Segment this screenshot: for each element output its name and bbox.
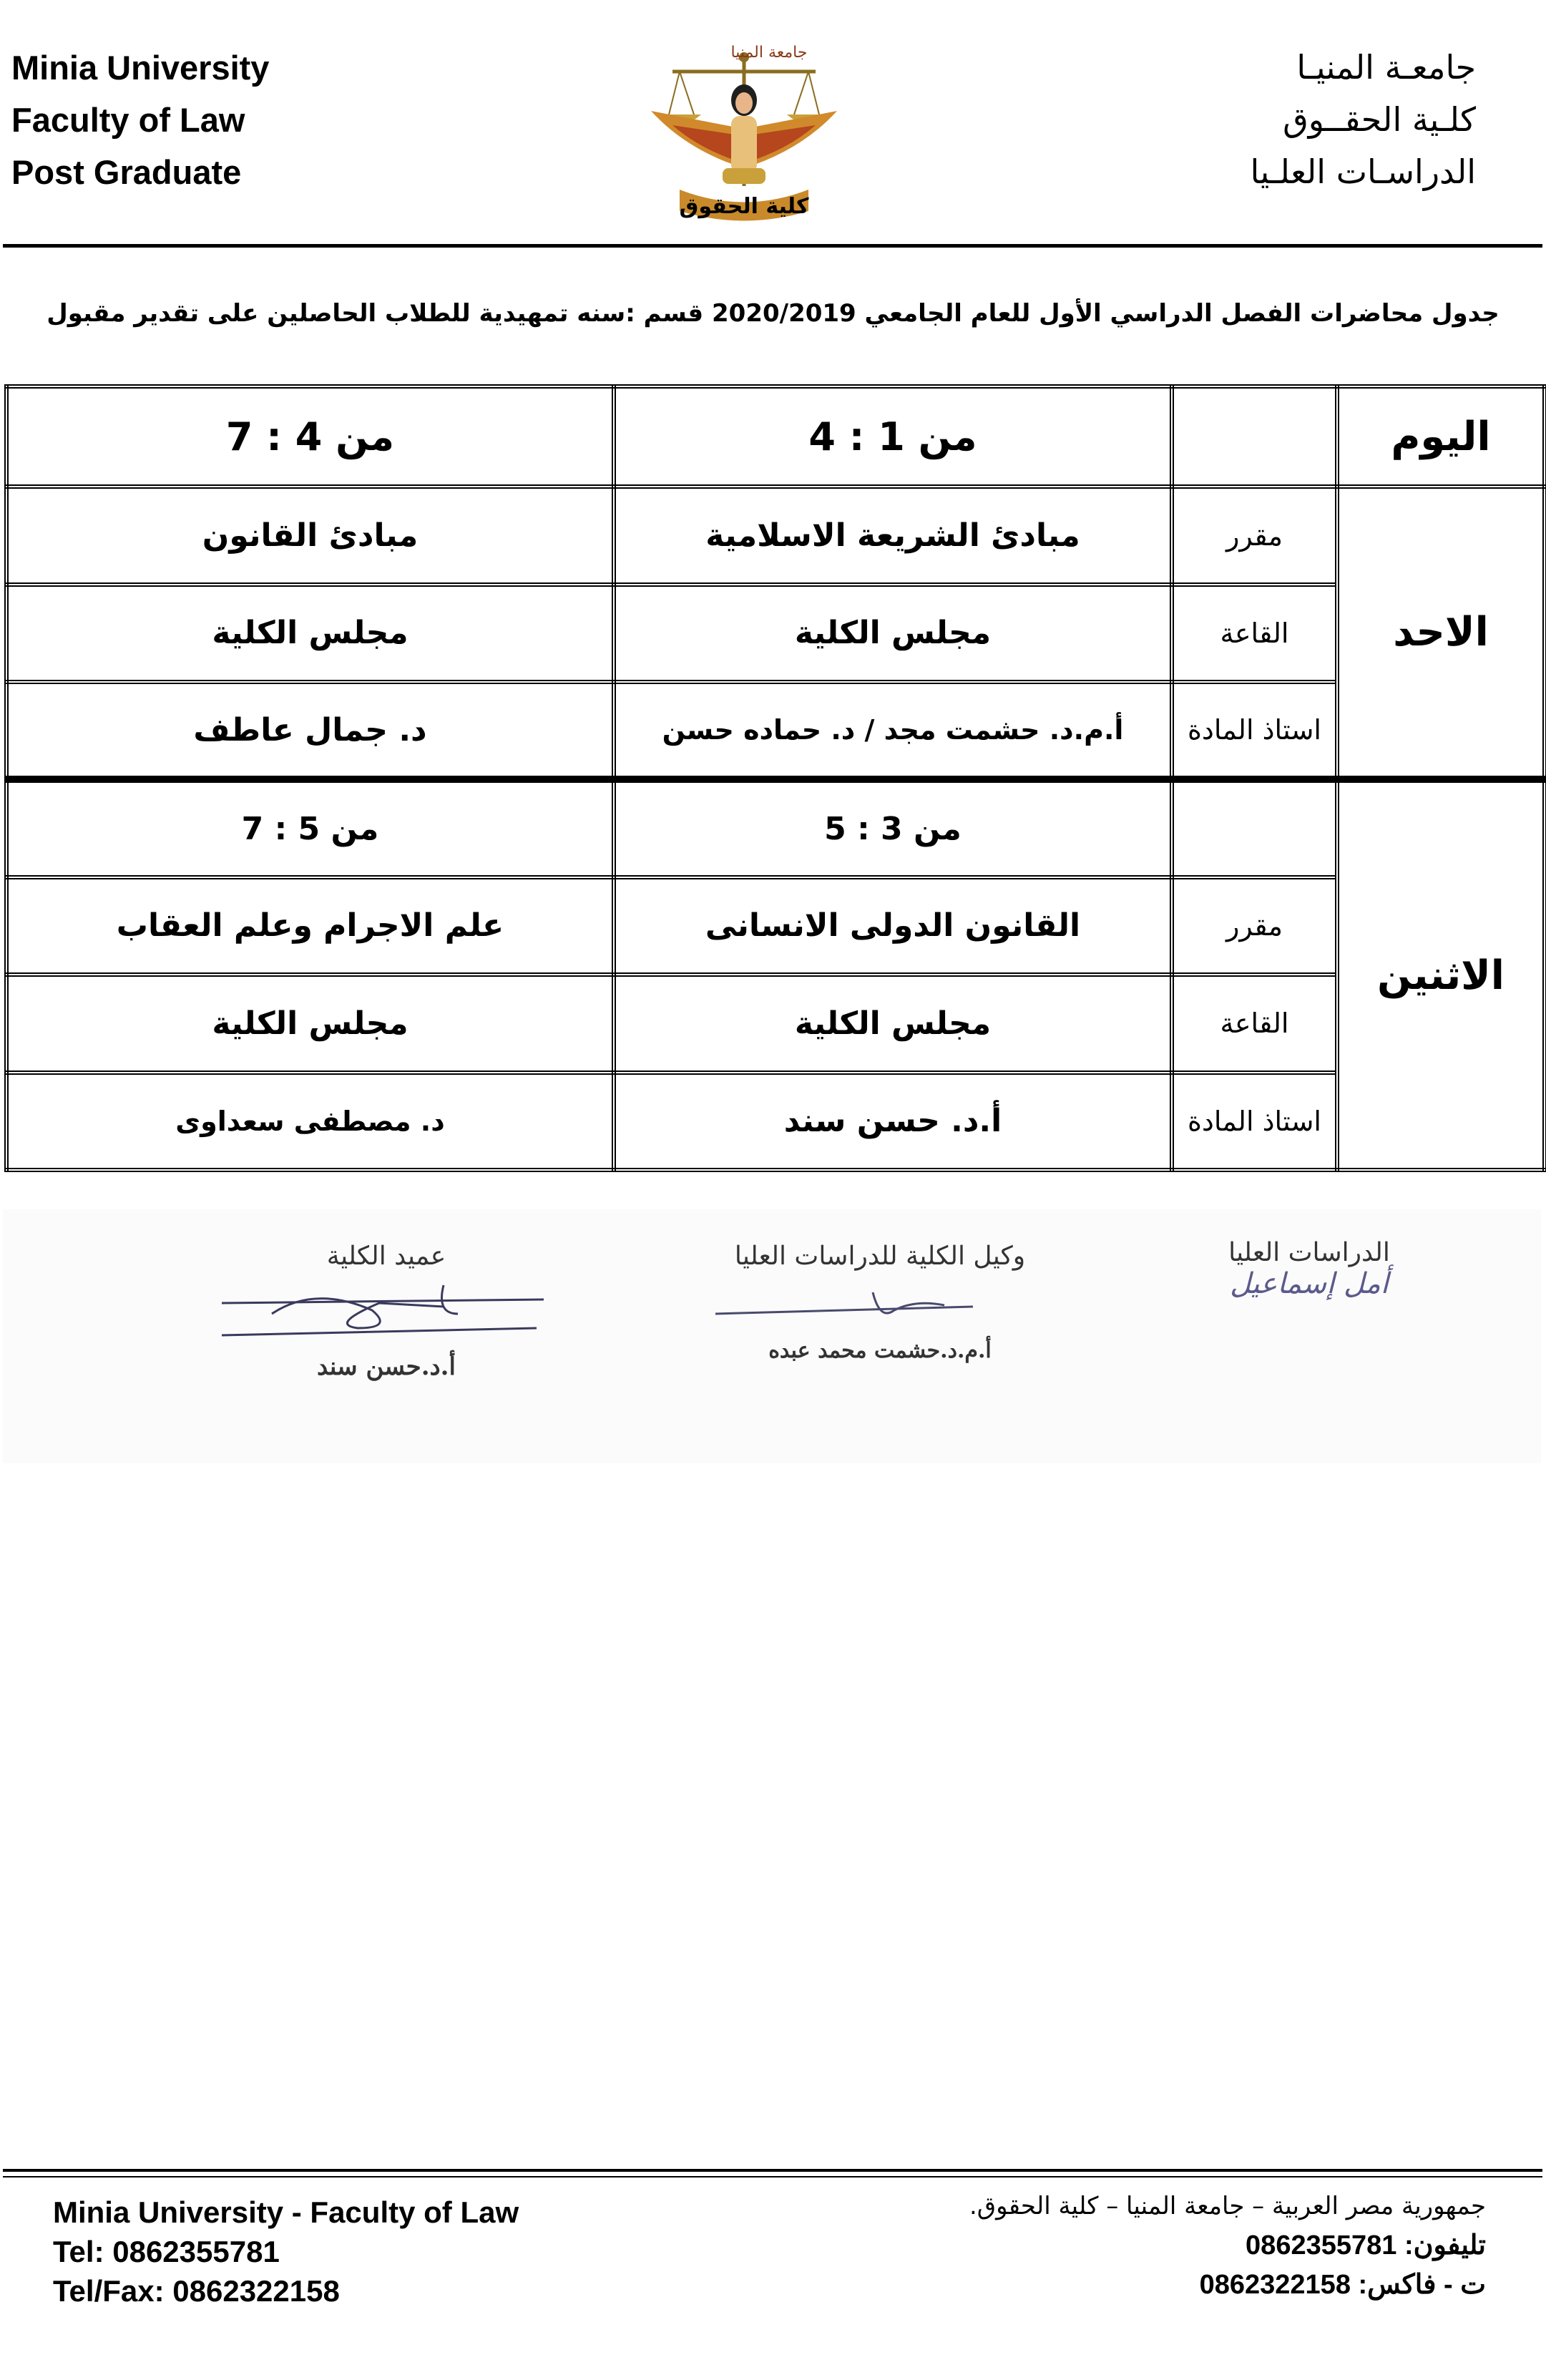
schedule-title: جدول محاضرات الفصل الدراسي الأول للعام الجامعي 2020/2019 قسم :سنه تمهيدية للطلاب الحاصلين على تقدير مقبول: [47, 299, 1499, 328]
table-row: [6, 487, 1545, 584]
university-name-ar: جامعـة المنيـا: [1296, 48, 1476, 87]
day-name: الاحد: [1337, 487, 1545, 779]
row-label: القاعة: [1172, 975, 1337, 1072]
footer-english: [53, 2193, 519, 2311]
university-name-en: Minia University: [11, 49, 270, 87]
signature-name: أ.د.حسن سند: [317, 1352, 456, 1381]
day-name: الاثنين: [1337, 779, 1545, 1170]
faculty-logo: [644, 43, 844, 229]
day-header: اليوم: [1337, 386, 1545, 487]
empty-cell: [1172, 779, 1337, 877]
course-cell: مبادئ القانون: [6, 487, 614, 584]
row-label: القاعة: [1172, 585, 1337, 682]
faculty-of-law-emblem-icon: [644, 43, 844, 229]
footer-university: Minia University - Faculty of Law: [53, 2195, 519, 2229]
table-row: [6, 682, 1545, 779]
hall-cell: مجلس الكلية: [614, 975, 1172, 1072]
signature-scribble-icon: [701, 1271, 1059, 1335]
instructor-cell: أ.د. حسن سند: [614, 1073, 1172, 1170]
footer-fax: Tel/Fax: 0862322158: [53, 2274, 340, 2308]
table-row: [6, 975, 1545, 1072]
footer-fax-ar: ت - فاكس: 0862322158: [1199, 2270, 1486, 2300]
dean-signature: [215, 1242, 558, 1381]
hall-cell: مجلس الكلية: [6, 975, 614, 1072]
table-row: [6, 1073, 1545, 1170]
vice-dean-signature: [701, 1242, 1059, 1363]
row-label: استاذ المادة: [1172, 682, 1337, 779]
footer-divider: [3, 2169, 1542, 2172]
hall-cell: مجلس الكلية: [6, 585, 614, 682]
table-row: [6, 779, 1545, 877]
empty-cell: [1172, 386, 1337, 487]
instructor-cell: د. جمال عاطف: [6, 682, 614, 779]
table-row: [6, 585, 1545, 682]
header-divider: [3, 244, 1542, 248]
logo-bottom-text: كلية الحقوق: [679, 194, 809, 219]
time-slot: من 5 : 7: [6, 779, 614, 877]
table-row: [6, 877, 1545, 975]
course-cell: مبادئ الشريعة الاسلامية: [614, 487, 1172, 584]
course-cell: القانون الدولى الانسانى: [614, 877, 1172, 975]
department-name-ar: الدراسـات العلـيا: [1250, 152, 1476, 191]
time-slot: من 1 : 4: [614, 386, 1172, 487]
footer-phone: Tel: 0862355781: [53, 2235, 280, 2268]
department-name-en: Post Graduate: [11, 153, 242, 191]
footer-address: جمهورية مصر العربية – جامعة المنيا – كلية الحقوق.: [969, 2192, 1486, 2220]
row-label: مقرر: [1172, 487, 1337, 584]
row-label: استاذ المادة: [1172, 1073, 1337, 1170]
row-label: مقرر: [1172, 877, 1337, 975]
table-header-row: [6, 386, 1545, 487]
footer-arabic: [969, 2187, 1486, 2305]
faculty-name-ar: كلـية الحقــوق: [1283, 100, 1476, 139]
postgrad-signature: [1188, 1238, 1431, 1300]
signature-title: الدراسات العليا: [1228, 1238, 1390, 1267]
time-slot: من 3 : 5: [614, 779, 1172, 877]
course-cell: علم الاجرام وعلم العقاب: [6, 877, 614, 975]
signature-title: عميد الكلية: [326, 1242, 446, 1271]
faculty-name-en: Faculty of Law: [11, 101, 245, 139]
time-slot: من 4 : 7: [6, 386, 614, 487]
signature-title: وكيل الكلية للدراسات العليا: [734, 1242, 1026, 1271]
logo-top-text: جامعة المنيا: [730, 44, 808, 62]
signature-scribble-icon: [215, 1271, 558, 1350]
signature-name: أمل إسماعيل: [1230, 1267, 1389, 1300]
hall-cell: مجلس الكلية: [614, 585, 1172, 682]
footer-phone-ar: تليفون: 0862355781: [1246, 2230, 1486, 2260]
instructor-cell: د. مصطفى سعداوى: [6, 1073, 614, 1170]
signature-name: أ.م.د.حشمت محمد عبده: [768, 1338, 992, 1363]
header-english: [11, 42, 269, 198]
schedule-table: [4, 384, 1546, 1172]
footer-divider: [3, 2176, 1542, 2177]
header-arabic: [1251, 42, 1477, 198]
instructor-cell: أ.م.د. حشمت مجد / د. حماده حسن: [614, 682, 1172, 779]
